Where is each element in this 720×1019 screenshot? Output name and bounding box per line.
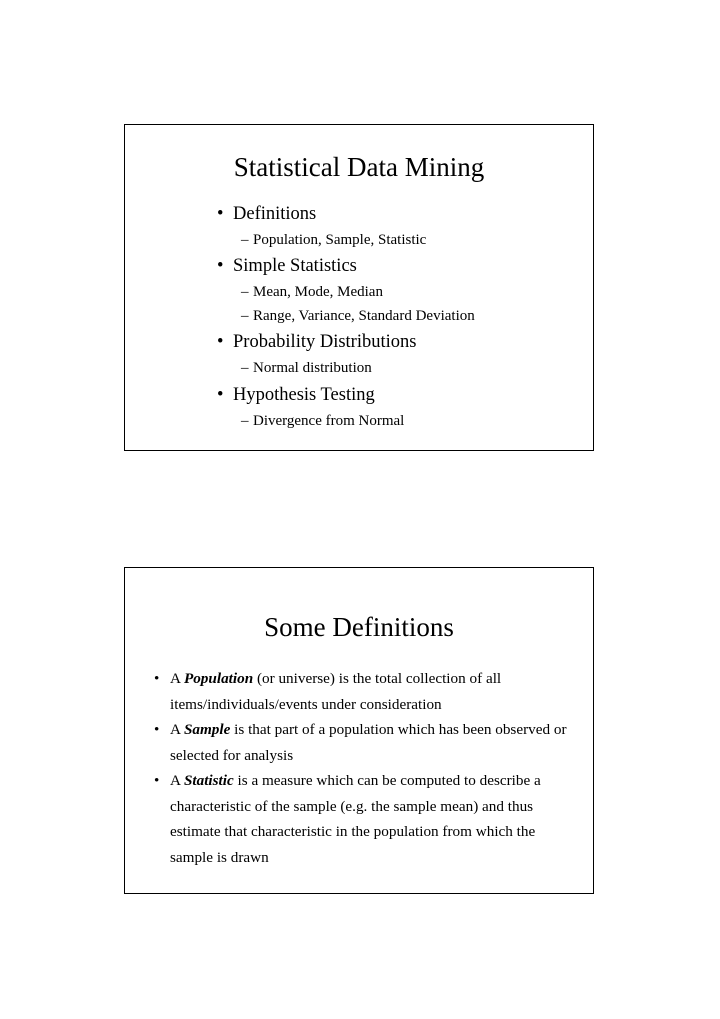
definition-sample: • A Sample is that part of a population which has been observed or selected for analysis (149, 717, 569, 768)
outline-subitem: – Range, Variance, Standard Deviation (241, 308, 475, 324)
bullet-icon: • (217, 204, 224, 224)
dash-icon: – (241, 360, 249, 376)
outline-item-definitions: • Definitions (217, 204, 317, 224)
slide-title: Some Definitions (264, 612, 454, 642)
outline-list (125, 125, 593, 450)
bullet-icon: • (154, 772, 160, 789)
definitions-list (149, 666, 569, 870)
outline-subitem: – Divergence from Normal (241, 413, 405, 429)
outline-item-hypothesis-testing: • Hypothesis Testing (217, 385, 375, 405)
term-sample: Sample (183, 721, 231, 738)
outline-item-simple-statistics: • Simple Statistics (217, 256, 357, 276)
term-statistic: Statistic (183, 772, 234, 789)
outline-subitem: – Normal distribution (241, 360, 372, 376)
bullet-icon: • (154, 721, 160, 738)
dash-icon: – (241, 232, 249, 248)
outline-subitem: – Mean, Mode, Median (241, 284, 383, 300)
slide-statistical-data-mining (124, 124, 594, 451)
dash-icon: – (241, 308, 249, 324)
bullet-icon: • (217, 332, 224, 352)
definition-statistic: • A Statistic is a measure which can be computed to describe a characteristic of the sample (e.g. the sample mean) and thus estimate that characteristic in the population from which the sample is drawn (149, 768, 569, 870)
dash-icon: – (241, 413, 249, 429)
definition-population: • A Population (or universe) is the total collection of all items/individuals/events under consideration (149, 666, 569, 717)
slide-some-definitions (124, 567, 594, 894)
bullet-icon: • (217, 256, 224, 276)
term-population: Population (183, 670, 254, 687)
dash-icon: – (241, 284, 249, 300)
bullet-icon: • (154, 670, 160, 687)
bullet-icon: • (217, 385, 224, 405)
slide-title: Statistical Data Mining (233, 152, 485, 182)
outline-subitem: – Population, Sample, Statistic (241, 232, 427, 248)
outline-item-probability-distributions: • Probability Distributions (217, 332, 417, 352)
